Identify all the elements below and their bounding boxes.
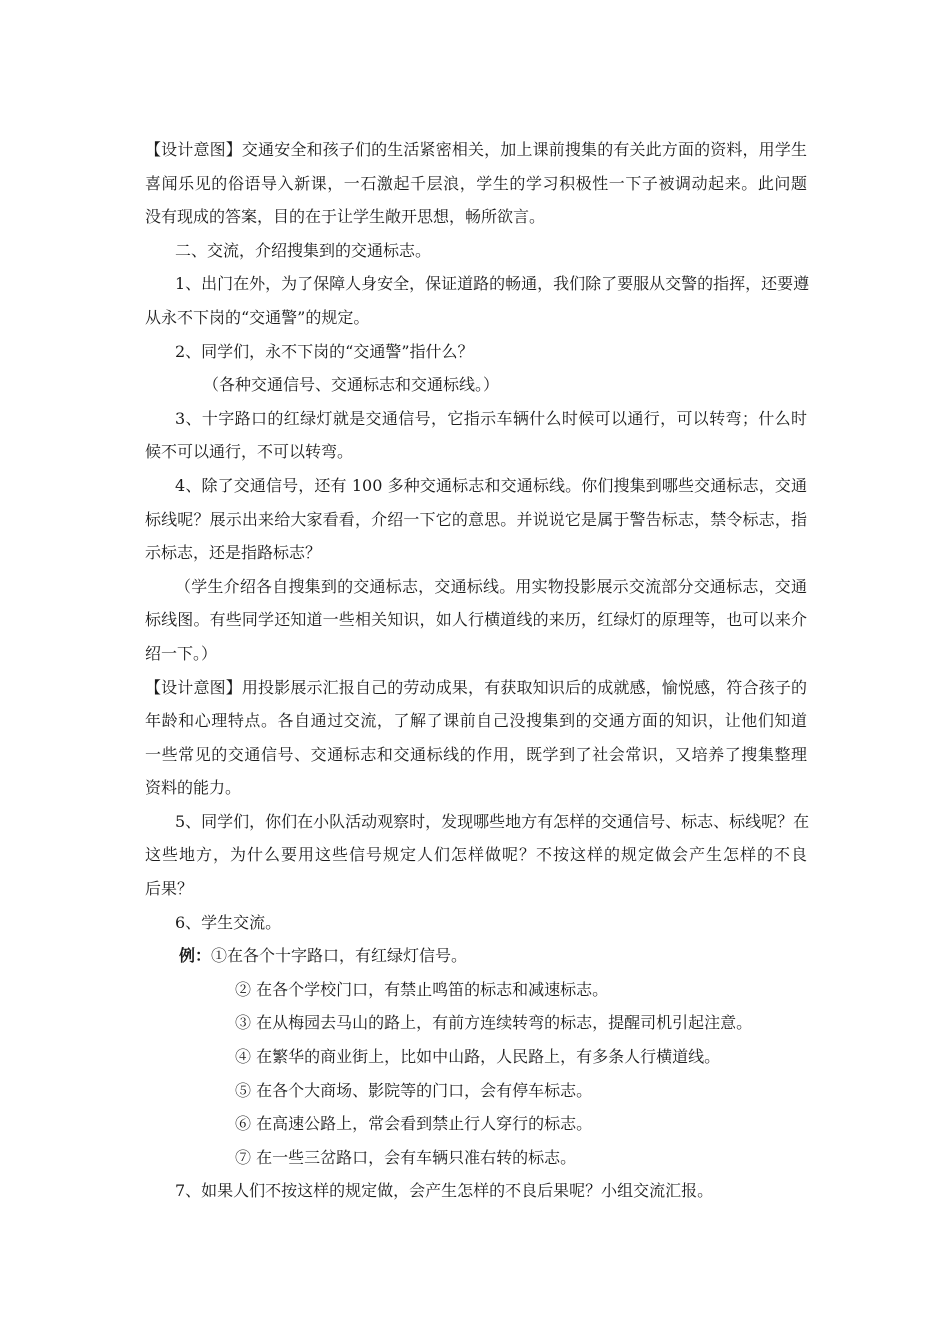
text-line: 没有现成的答案，目的在于让学生敞开思想，畅所欲言。 (145, 207, 546, 227)
text-line: 标线图。有些同学还知道一些相关知识，如人行横道线的来历，红绿灯的原理等，也可以来介 (145, 610, 807, 630)
question-6: 6、学生交流。 (175, 912, 282, 932)
text-line: 1、出门在外，为了保障人身安全，保证道路的畅通，我们除了要服从交警的指挥，还要遵 (175, 274, 810, 294)
question-3 (145, 402, 807, 469)
example-text: ①在各个十字路口，有红绿灯信号。 (211, 946, 468, 966)
text-line: 候不可以通行，不可以转弯。 (145, 442, 354, 462)
design-intent-paragraph-1 (145, 133, 807, 234)
question-4 (145, 469, 807, 570)
text-line: 年龄和心理特点。各自通过交流，了解了课前自己没搜集到的交通方面的知识，让他们知道 (145, 711, 807, 731)
text-line: 这些地方，为什么要用这些信号规定人们怎样做呢？不按这样的规定做会产生怎样的不良 (145, 845, 807, 865)
text-line: 绍一下。） (145, 643, 218, 663)
design-intent-paragraph-2 (145, 671, 807, 805)
question-1 (145, 267, 810, 334)
text-line: 一些常见的交通信号、交通标志和交通标线的作用，既学到了社会常识，又培养了搜集整理 (145, 744, 807, 764)
text-line: 示标志，还是指路标志？ (145, 543, 322, 563)
text-line: 4、除了交通信号，还有 100 多种交通标志和交通标线。你们搜集到哪些交通标志，交通 (175, 475, 807, 495)
example-label: 例： (179, 946, 212, 966)
example-item: ④ 在繁华的商业街上，比如中山路，人民路上，有多条人行横道线。 (235, 1047, 721, 1067)
document-page (145, 133, 810, 1208)
example-item (145, 939, 807, 973)
text-line: 标线呢？展示出来给大家看看，介绍一下它的意思。并说说它是属于警告标志，禁令标志，指 (145, 509, 807, 529)
question-5 (145, 805, 810, 906)
text-line: 后果？ (145, 879, 194, 899)
example-item: ⑦ 在一些三岔路口，会有车辆只准右转的标志。 (235, 1147, 577, 1167)
section-heading: 二、交流，介绍搜集到的交通标志。 (175, 240, 432, 260)
examples-list (145, 939, 807, 1174)
text-line: （学生介绍各自搜集到的交通标志，交通标线。用实物投影展示交流部分交通标志，交通 (175, 576, 807, 596)
text-line: 【设计意图】用投影展示汇报自己的劳动成果，有获取知识后的成就感，愉悦感，符合孩子的 (145, 677, 807, 697)
text-line: 5、同学们，你们在小队活动观察时，发现哪些地方有怎样的交通信号、标志、标线呢？在 (175, 811, 810, 831)
example-item: ⑥ 在高速公路上，常会看到禁止行人穿行的标志。 (235, 1114, 593, 1134)
example-item: ② 在各个学校门口，有禁止鸣笛的标志和减速标志。 (235, 979, 609, 999)
question-2: 2、同学们，永不下岗的“交通警”指什么？ (175, 341, 474, 361)
text-line: 喜闻乐见的俗语导入新课，一石激起千层浪，学生的学习积极性一下子被调动起来。此问题 (145, 173, 807, 193)
example-item: ⑤ 在各个大商场、影院等的门口，会有停车标志。 (235, 1080, 593, 1100)
question-7: 7、如果人们不按这样的规定做，会产生怎样的不良后果呢？小组交流汇报。 (175, 1181, 714, 1201)
text-line: 从永不下岗的“交通警”的规定。 (145, 307, 370, 327)
answer-4 (145, 570, 807, 671)
text-line: 资料的能力。 (145, 778, 242, 798)
text-line: 3、十字路口的红绿灯就是交通信号，它指示车辆什么时候可以通行，可以转弯；什么时 (175, 408, 807, 428)
answer-2: （各种交通信号、交通标志和交通标线。） (203, 375, 500, 395)
example-item: ③ 在从梅园去马山的路上，有前方连续转弯的标志，提醒司机引起注意。 (235, 1013, 753, 1033)
text-line: 【设计意图】交通安全和孩子们的生活紧密相关，加上课前搜集的有关此方面的资料，用学生 (145, 140, 807, 159)
